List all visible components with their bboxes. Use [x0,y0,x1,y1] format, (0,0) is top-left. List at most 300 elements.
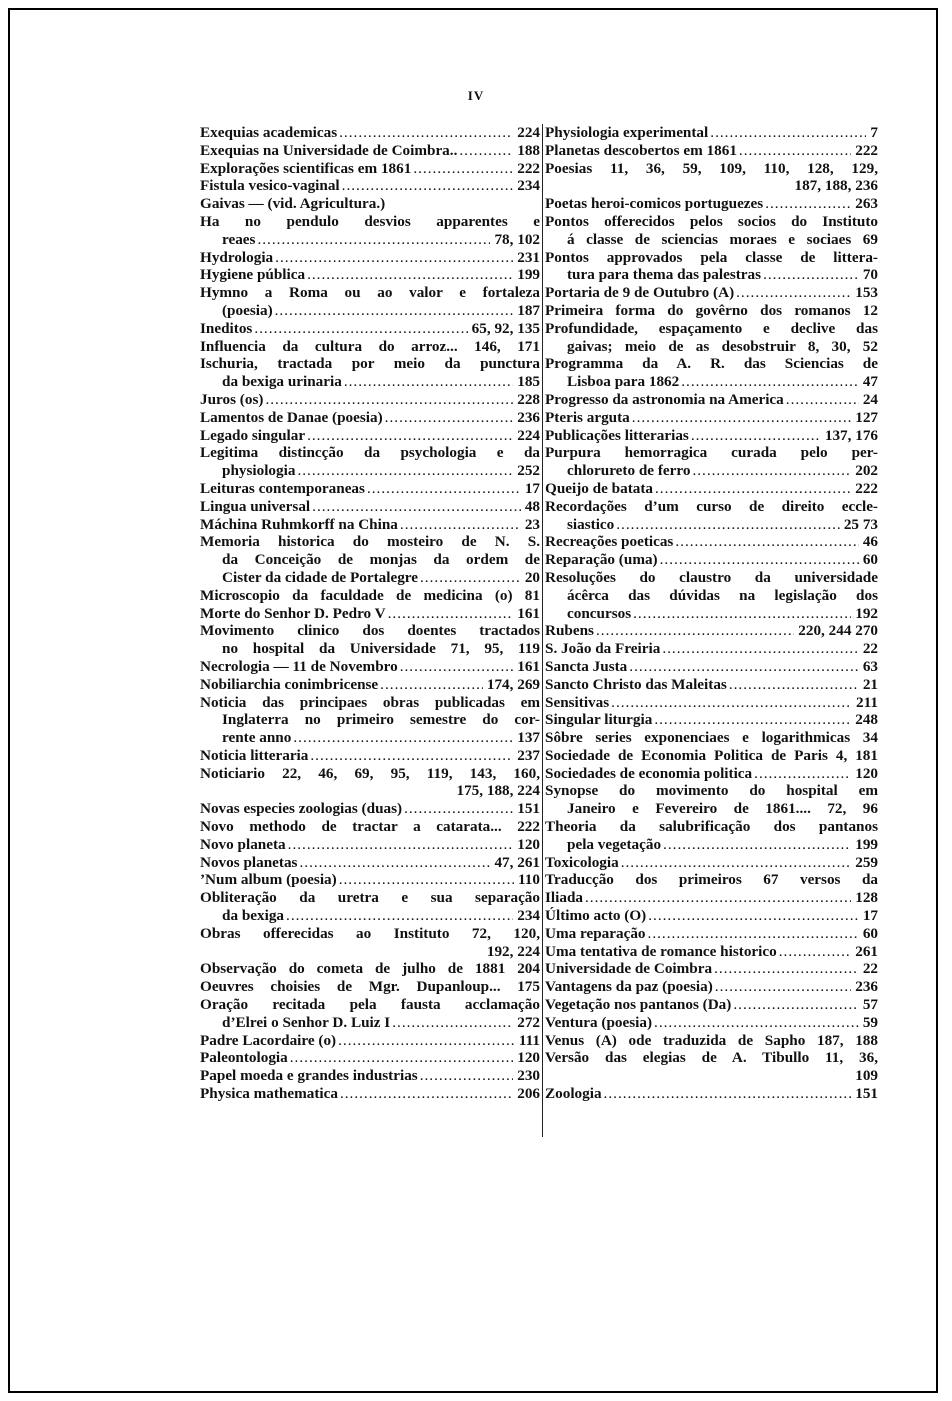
index-entry-line [200,142,540,160]
dot-leader [660,640,859,658]
dot-leader [713,978,851,996]
page-reference: 60 [862,924,878,942]
dot-leader [398,516,521,534]
index-entry-line [545,907,878,925]
entry-title: Poetas heroi-comicos portuguezes [545,195,764,213]
index-entry-line: Obliteração da uretra e sua separação [200,889,540,907]
entry-title: Necrologia — 11 de Novembro [200,657,398,675]
page-reference: 174, 269 [486,675,540,693]
entry-title: Último acto (O) [545,907,647,925]
index-entry [200,124,540,142]
entry-title: Hydrologia [200,248,274,266]
index-entry-line [200,160,540,178]
index-entry-line: gaivas; meio de as desobstruir 8, 30, 52 [567,337,878,355]
page-reference: 231 [517,248,540,266]
index-entry [200,925,540,961]
page-reference: 187 [517,301,540,319]
index-entry [200,320,540,338]
dot-leader [708,124,866,142]
index-entry-line [545,284,878,302]
dot-leader [336,1032,515,1050]
dot-leader [338,1085,513,1103]
dot-leader [734,284,851,302]
index-entry [545,711,878,729]
index-entry-line [200,266,540,284]
index-entry [545,1085,878,1103]
index-entry-line [200,854,540,872]
index-entry-line [200,836,540,854]
dot-leader [398,658,514,676]
index-entry-line: Oração recitada pela fausta acclamação [200,996,540,1014]
entry-title: Sancto Christo das Maleitas [545,675,727,693]
index-entry [200,694,540,747]
page-reference: 224 [517,426,540,444]
entry-title: concursos [567,604,632,622]
index-entry-line [545,622,878,640]
index-entry [200,533,540,586]
index-entry-line [200,249,540,267]
index-entry-line [545,533,878,551]
index-entry-line [545,142,878,160]
index-entry-line [200,676,540,694]
dot-leader [310,498,521,516]
page-reference: 161 [517,604,540,622]
dot-leader [679,373,859,391]
index-entry [545,622,878,640]
entry-title: Zoologia [545,1085,602,1103]
page-reference: 151 [517,800,540,818]
dot-leader [689,427,821,445]
index-entry-line [545,391,878,409]
page-reference: 17 [862,907,878,925]
index-entry-line: Poesias 11, 36, 59, 109, 110, 128, 129, [545,159,878,177]
index-entry [200,391,540,409]
entry-title: Singular liturgia [545,711,653,729]
dot-leader [378,676,483,694]
entry-title: Uma tentativa de romance historico [545,942,777,960]
dot-leader [673,533,858,551]
index-entry [545,1032,878,1050]
index-entry [545,409,878,427]
index-entry-line: Pontos offerecidos pelos socios do Instituto [545,212,878,230]
entry-title: Iliada [545,889,583,907]
page-reference: 222 [855,479,878,497]
index-entry [200,409,540,427]
entry-title: Vegetação nos pantanos (Da) [545,996,732,1014]
index-entry [200,836,540,854]
page-reference: 161 [517,657,540,675]
dot-leader [658,551,859,569]
index-entry-line: Traducção dos primeiros 67 versos da [545,871,878,889]
page-reference: 120 [517,835,540,853]
entry-title: (poesia) [222,301,273,319]
entry-title: Uma reparação [545,924,646,942]
index-entry-line [200,516,540,534]
page-reference: 20 [524,568,540,586]
dot-leader [286,836,514,854]
dot-leader [308,747,513,765]
dot-leader [342,373,513,391]
index-entry [200,142,540,160]
dot-leader [411,160,513,178]
index-entry-line [200,569,540,587]
index-entry-line [200,391,540,409]
dot-leader [402,800,513,818]
page-reference: 153 [855,284,878,302]
entry-title: Novos planetas [200,853,298,871]
entry-title: Cister da cidade de Portalegre [222,568,418,586]
entry-title: Juros (os) [200,390,264,408]
page-reference: 248 [855,711,878,729]
dot-leader [383,409,514,427]
entry-title: Morte do Senhor D. Pedro V [200,604,386,622]
page-reference: 230 [517,1067,540,1085]
index-entry-line [545,551,878,569]
index-entry [200,960,540,978]
dot-leader [295,462,513,480]
index-entry [200,622,540,658]
index-entry-line: Recordações d’um curso de direito eccle- [545,497,878,515]
index-entry [200,160,540,178]
index-entry-line [545,960,878,978]
page-reference-continuation: 175, 188, 224 [456,782,540,800]
index-entry-line [545,480,878,498]
entry-title: siastico [567,515,615,533]
entry-title: Leituras contemporaneas [200,479,365,497]
entry-title: reaes [222,230,256,248]
index-entry [545,480,878,498]
index-entry [200,765,540,801]
page-reference: 60 [862,551,878,569]
page-reference: 192 [855,604,878,622]
page-reference: 127 [855,408,878,426]
index-entry [200,587,540,605]
index-entry [200,605,540,623]
index-entry [545,676,878,694]
index-entry-line: Inglaterra no primeiro semestre do cor- [222,711,540,729]
index-entry [200,1032,540,1050]
index-entry [200,1085,540,1103]
page-reference: 259 [855,853,878,871]
index-entry [545,498,878,534]
index-entry-line [200,800,540,818]
page-reference: 110 [518,871,540,889]
index-entry-line: Memoria historica do mosteiro de N. S. [200,533,540,551]
index-entry [545,249,878,285]
entry-title: Exequias na Universidade de Coimbra.. [200,141,458,159]
entry-title: da bexiga [222,907,285,925]
entry-title: chlorureto de ferro [567,462,691,480]
entry-title: Exequias academicas [200,124,338,141]
index-entry [200,355,540,391]
index-entry-line [200,231,540,249]
dot-leader [305,427,513,445]
dot-leader [297,854,490,872]
index-entry [545,444,878,480]
index-entry-line [545,640,878,658]
dot-leader [777,943,852,961]
index-entry-line [200,1067,540,1085]
page-reference: 63 [862,657,878,675]
entry-title: S. João da Freiria [545,640,661,658]
page-reference: 47, 261 [494,853,540,871]
dot-leader [602,1085,852,1103]
dot-leader [630,409,851,427]
page-reference: 21 [862,675,878,693]
index-entry-line [200,373,540,391]
page-reference: 120 [517,1049,540,1067]
page-reference: 220, 244 270 [798,622,878,640]
index-entry-line: Synopse do movimento do hospital em [545,782,878,800]
entry-title: Portaria de 9 de Outubro (A) [545,284,735,302]
index-entry-line [545,195,878,213]
dot-leader [273,302,514,320]
index-entry [200,871,540,889]
dot-leader [646,925,859,943]
page-reference: 188 [517,141,540,159]
entry-title: Nobiliarchia conimbricense [200,675,379,693]
page-reference: 252 [517,462,540,480]
index-entry [545,996,878,1014]
index-entry [545,569,878,622]
page-reference: 222 [855,141,878,159]
entry-title: rente anno [222,729,292,747]
dot-leader [418,1067,514,1085]
dot-leader [609,694,852,712]
index-entry [545,765,878,783]
page-reference: 120 [855,764,878,782]
index-entry [200,676,540,694]
page-reference: 70 [862,266,878,284]
dot-leader [594,622,794,640]
index-entry [545,533,878,551]
index-entry [545,782,878,818]
index-entry [545,640,878,658]
entry-title: Paleontologia [200,1049,288,1067]
index-entry-line: Primeira forma do govêrno dos romanos 12 [545,301,878,319]
index-entry-line [200,302,540,320]
page-reference: 151 [855,1085,878,1103]
index-entry-line [545,694,878,712]
index-entry [545,854,878,872]
index-entry-line: Ischuria, tractada por meio da punctura [200,355,540,373]
dot-leader [652,1014,859,1032]
page-reference: 128 [855,889,878,907]
index-entry [545,124,878,142]
index-entry [545,943,878,961]
index-entry [200,996,540,1032]
index-entry [545,818,878,854]
index-entry [545,1049,878,1085]
index-entry [200,800,540,818]
entry-title: Novo planeta [200,835,286,853]
dot-leader [646,907,859,925]
page-reference: 137, 176 [824,426,878,444]
dot-leader [627,658,859,676]
page-number: IV [467,88,485,103]
page-reference: 234 [517,177,540,195]
index-entry-line [200,747,540,765]
index-entry-line [545,605,878,623]
dot-leader [386,605,514,623]
index-entry-line: Ha no pendulo desvios apparentes e [200,212,540,230]
index-entry [200,1067,540,1085]
entry-title: Papel moeda e grandes industrias [200,1067,418,1085]
index-entry-line [200,498,540,516]
index-entry-line [545,427,878,445]
dot-leader [390,1014,513,1032]
dot-leader [652,711,851,729]
page-reference-continuation: 109 [855,1067,878,1085]
index-entry [545,213,878,249]
page-reference: 47 [862,373,878,391]
index-entry [545,907,878,925]
index-entry [545,320,878,356]
dot-leader [583,889,851,907]
index-entry-line [545,462,878,480]
page-reference: 17 [524,479,540,497]
index-entry-line: Theoria da salubrificação dos pantanos [545,818,878,836]
column-divider [542,124,543,1137]
entry-title: Vantagens da paz (poesia) [545,978,713,996]
index-entry [200,213,540,249]
entry-title: Pteris arguta [545,408,630,426]
dot-leader [661,836,851,854]
index-entry-line: Janeiro e Fevereiro de 1861.... 72, 96 [567,800,878,818]
index-entry [545,729,878,747]
index-entry-line: Programma da A. R. das Sciencias de [545,355,878,373]
index-entry-line [200,462,540,480]
index-entry-line [200,480,540,498]
index-entry-line [200,1032,540,1050]
index-entry-line [545,1014,878,1032]
entry-title: Máchina Ruhmkorff na China [200,515,398,533]
index-entry-line: da Conceição de monjas da ordem de [222,551,540,569]
dot-leader [255,231,490,249]
index-entry [200,177,540,195]
index-entry-line [200,1085,540,1103]
entry-title: Sancta Justa [545,657,628,675]
index-entry [200,195,540,213]
entry-title: Recreações poeticas [545,533,674,551]
index-entry-line: Noticia das principaes obras publicadas em [200,693,540,711]
entry-title: ’Num album (poesia) [200,871,337,889]
entry-title: Noticia litteraria [200,746,309,764]
index-entry-line: Purpura hemorragica curada pelo per- [545,444,878,462]
dot-leader [252,320,467,338]
index-entry-line [200,409,540,427]
index-entry-line [200,177,540,195]
index-entry-line [545,943,878,961]
entry-title: Ineditos [200,319,253,337]
index-entry [545,694,878,712]
index-entry [545,960,878,978]
page-reference: 236 [517,408,540,426]
index-right-column [545,124,878,1103]
index-entry-line: Venus (A) ode traduzida de Sapho 187, 188 [545,1031,878,1049]
page-reference: 211 [856,693,878,711]
index-entry-line: Microscopio da faculdade de medicina (o) 81 [200,586,540,604]
index-entry [200,516,540,534]
index-entry [545,871,878,907]
dot-leader [712,960,859,978]
dot-leader [273,249,513,267]
dot-leader [337,124,513,142]
entry-title: Hygiene pública [200,266,306,284]
index-entry-line: Pontos approvados pela classe de littera- [545,248,878,266]
index-entry-line [545,996,878,1014]
index-entry [545,978,878,996]
index-entry [545,551,878,569]
index-entry [545,302,878,320]
index-entry [200,480,540,498]
entry-title: Lamentos de Danae (poesia) [200,408,383,426]
page-reference: 224 [517,124,540,141]
index-entry-line [200,1014,540,1032]
index-entry-line: Resoluções do claustro da universidade [545,568,878,586]
index-entry-line [545,854,878,872]
page-reference: 22 [862,960,878,978]
entry-title: Universidade de Coimbra [545,960,713,978]
index-entry-line: Profundidade, espaçamento e declive das [545,319,878,337]
index-entry [200,427,540,445]
index-entry-line: Sôbre series exponenciaes e logarithmicas 34 [545,729,878,747]
index-entry [545,391,878,409]
page-reference: 263 [855,195,878,213]
dot-leader [752,765,851,783]
entry-title: Ventura (poesia) [545,1013,653,1031]
entry-title: Novas especies zoologias (duas) [200,800,403,818]
index-entry-line: Oeuvres choisies de Mgr. Dupanloup... 175 [200,978,540,996]
page-reference: 199 [517,266,540,284]
dot-leader [337,871,514,889]
page-reference: 7 [870,124,878,141]
entry-title: Lingua universal [200,497,311,515]
entry-title: tura para thema das palestras [567,266,762,284]
index-entry-line: Versão das elegias de A. Tibullo 11, 36, [545,1049,878,1067]
index-entry-line: ácêrca das dúvidas na legislação dos [567,586,878,604]
index-entry-line: Movimento clinico dos doentes tractados [200,622,540,640]
index-entry-line [200,729,540,747]
index-entry [545,355,878,391]
index-entry [200,854,540,872]
index-entry [545,427,878,445]
entry-title: Legado singular [200,426,306,444]
dot-leader [291,729,513,747]
index-entry-line [545,978,878,996]
index-entry-line [200,658,540,676]
dot-leader [653,480,851,498]
entry-title: Physica mathematica [200,1085,338,1103]
page-reference: 46 [862,533,878,551]
index-entry-line [200,605,540,623]
entry-title: Progresso da astronomia na America [545,390,784,408]
index-left-column [200,124,540,1103]
index-entry-line [545,676,878,694]
dot-leader [418,569,521,587]
page-reference: 24 [862,390,878,408]
dot-leader [614,516,840,534]
page-reference: 111 [518,1031,540,1049]
index-entry-line [200,320,540,338]
index-entry-line [545,266,878,284]
entry-title: Queijo de batata [545,479,653,497]
index-entry-line: á classe de sciencias moraes e sociaes 69 [567,230,878,248]
index-entry [545,747,878,765]
page-reference: 261 [855,942,878,960]
entry-title: Lisboa para 1862 [567,373,680,391]
index-entry-line [200,1049,540,1067]
